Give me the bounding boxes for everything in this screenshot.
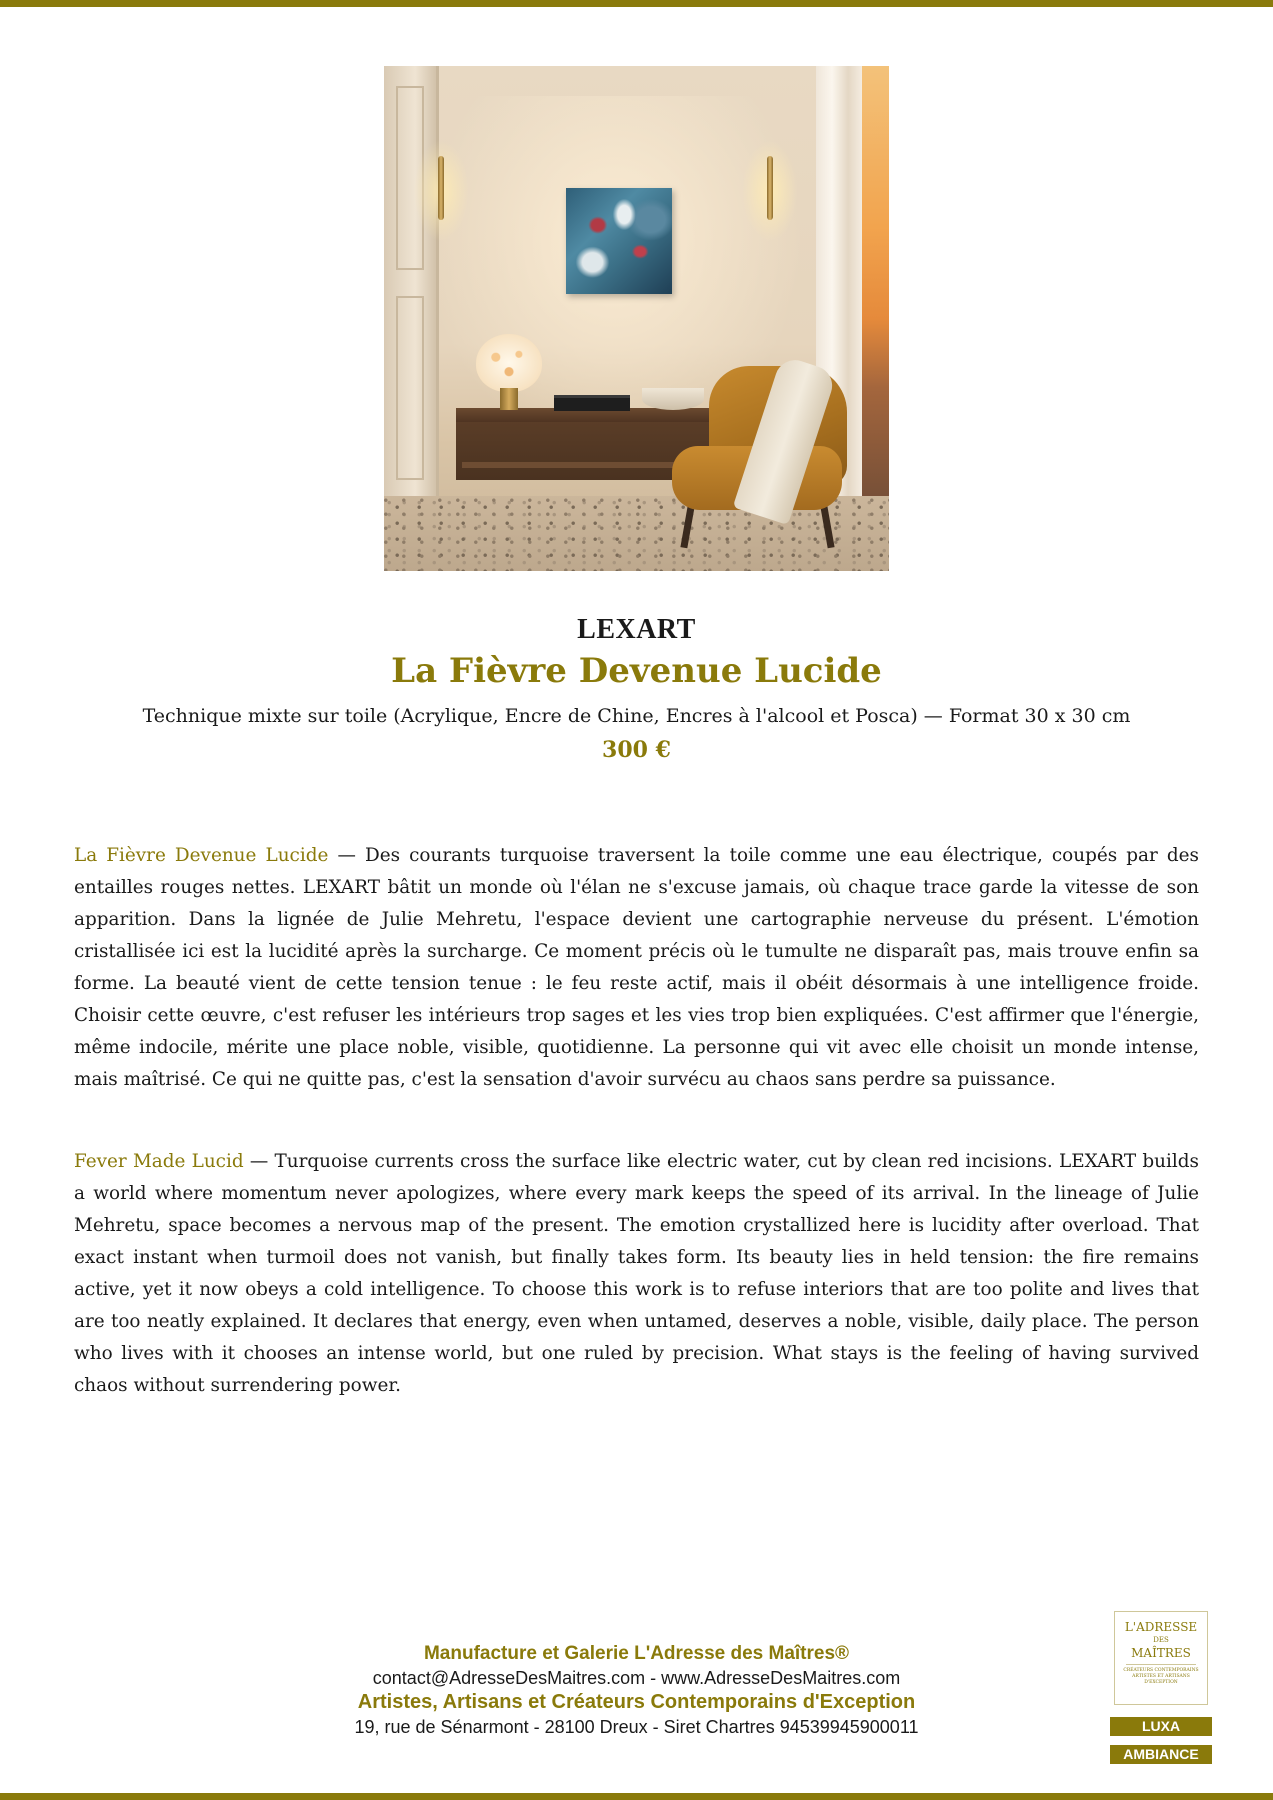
description-en-lead: Fever Made Lucid (74, 1151, 244, 1172)
sunset-window (862, 66, 889, 526)
lamp-base (500, 388, 518, 410)
logo-line-1: L'ADRESSE (1124, 1620, 1198, 1634)
logo-line-2: DES (1153, 1636, 1169, 1644)
door (384, 66, 439, 506)
ambiance-badge: AMBIANCE (1110, 1745, 1212, 1764)
door-panel (396, 296, 424, 480)
room-photo (384, 66, 889, 571)
description-fr (74, 840, 1199, 1096)
description-en-text: — Turquoise currents cross the surface like electric water, cut by clean red incisions. LEXART builds a world where momentum never apologizes, where every mark keeps the speed of its arrival. In the lineage of Julie Mehretu, space becomes a nervous map of the present. The emotion crystallized here is lucidity after overload. That exact instant when turmoil does not vanish, but finally takes form. Its beauty lies in held tension: the fire remains active, yet it now obeys a cold intelligence. To choose this work is to refuse interiors that are too polite and lives that are too neatly explained. It declares that energy, even when untamed, deserves a noble, visible, daily place. The person who lives with it chooses an intense world, but one ruled by precision. What stays is the feeling of having survived chaos without surrendering power. (74, 1151, 1199, 1396)
artwork-price: 300 € (602, 737, 671, 763)
footer-address: 19, rue de Sénarmont - 28100 Dreux - Siret Chartres 94539945900011 (354, 1717, 919, 1737)
description-fr-lead: La Fièvre Devenue Lucide (74, 845, 329, 866)
books (554, 395, 630, 411)
bottom-border (0, 1793, 1273, 1800)
logo-line-3: MAÎTRES (1131, 1646, 1191, 1660)
footer (0, 1642, 1273, 1740)
wall-sconce-right (767, 156, 773, 220)
artwork-painting (566, 188, 672, 294)
decorative-bowl (642, 388, 704, 410)
artwork-title: La Fièvre Devenue Lucide (391, 651, 882, 691)
table-lamp (476, 334, 542, 392)
gallery-logo (1114, 1611, 1208, 1705)
description-en (74, 1146, 1199, 1402)
logo-line-4: CRÉATEURS CONTEMPORAINS ARTISTES ET ARTISANS D'EXCEPTION (1123, 1668, 1199, 1685)
wall-sconce-left (438, 156, 444, 220)
description-fr-text: — Des courants turquoise traversent la toile comme une eau électrique, coupés par des entailles rouges nettes. LEXART bâtit un monde où l'élan ne s'excuse jamais, où chaque trace garde la vitesse de son apparition. Dans la lignée de Julie Mehretu, l'espace devient une cartographie nerveuse du présent. L'émotion cristallisée ici est la lucidité après la surcharge. Ce moment précis où le tumulte ne disparaît pas, mais trouve enfin sa forme. La beauté vient de cette tension tenue : le feu reste actif, mais il obéit désormais à une intelligence froide. Choisir cette œuvre, c'est refuser les intérieurs trop sages et les vies trop bien expliquées. C'est affirmer que l'énergie, même indocile, mérite une place noble, visible, quotidienne. La personne qui vit avec elle choisit un monde intense, mais maîtrisé. Ce qui ne quitte pas, c'est la sensation d'avoir survécu au chaos sans perdre sa puissance. (74, 845, 1199, 1090)
artwork-technique: Technique mixte sur toile (Acrylique, Encre de Chine, Encres à l'alcool et Posca) — Format 30 x 30 cm (142, 705, 1131, 727)
footer-tagline: Artistes, Artisans et Créateurs Contemporains d'Exception (357, 1691, 916, 1713)
artist-name: LEXART (577, 614, 696, 645)
luxa-badge: LUXA (1110, 1717, 1212, 1736)
footer-contact: contact@AdresseDesMaitres.com - www.AdresseDesMaitres.com (372, 1668, 901, 1688)
logo-divider (1126, 1664, 1196, 1665)
footer-company: Manufacture et Galerie L'Adresse des Maîtres® (423, 1643, 850, 1664)
top-border (0, 0, 1273, 7)
